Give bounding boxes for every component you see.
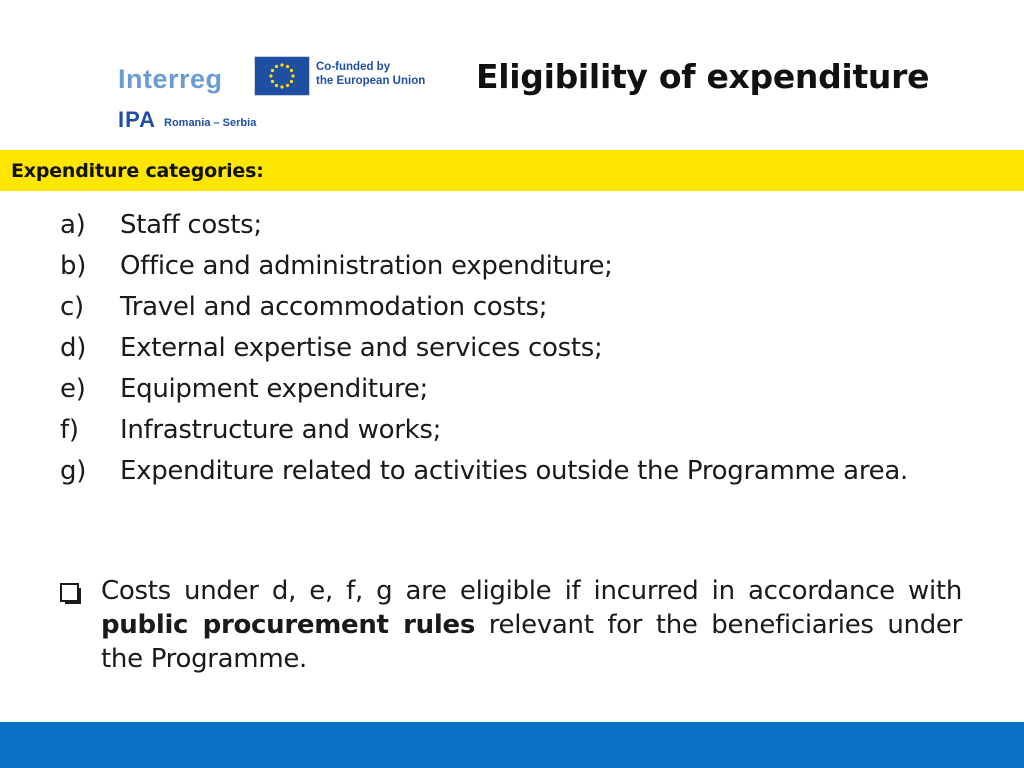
eu-line-1: Co-funded by xyxy=(316,61,391,73)
note-part-1: Costs under d, e, f, g are eligible if incurred in accordance with xyxy=(101,576,962,606)
list-marker: c) xyxy=(60,292,84,322)
list-marker: e) xyxy=(60,374,86,404)
list-item xyxy=(60,290,962,324)
list-item-text: Travel and accommodation costs; xyxy=(120,292,548,322)
list-item xyxy=(60,331,962,365)
list-item xyxy=(60,372,962,406)
programme-logo xyxy=(116,54,446,134)
list-marker: b) xyxy=(60,251,87,281)
footer-band xyxy=(0,722,1024,768)
list-item-text: External expertise and services costs; xyxy=(120,333,603,363)
list-marker: d) xyxy=(60,333,87,363)
note-text xyxy=(101,574,962,676)
eligibility-note xyxy=(60,574,962,676)
list-item xyxy=(60,454,962,488)
list-item-text: Staff costs; xyxy=(120,210,262,240)
section-heading: Expenditure categories: xyxy=(11,160,264,182)
ipa-wordmark: IPA xyxy=(118,107,157,132)
expenditure-category-list xyxy=(60,208,962,488)
list-item-text: Expenditure related to activities outside the Programme area. xyxy=(120,456,908,486)
list-item xyxy=(60,249,962,283)
list-item xyxy=(60,413,962,447)
page-title: Eligibility of expenditure xyxy=(476,57,930,96)
list-marker: g) xyxy=(60,456,87,486)
note-emphasis: public procurement rules xyxy=(101,610,476,640)
list-item-text: Infrastructure and works; xyxy=(120,415,442,445)
note-part-2: relevant for the beneficiaries under the Programme. xyxy=(101,610,962,674)
checkbox-bullet-icon xyxy=(60,583,82,602)
eu-flag-icon xyxy=(254,56,310,96)
list-item-text: Equipment expenditure; xyxy=(120,374,428,404)
list-marker: a) xyxy=(60,210,86,240)
eu-line-2: the European Union xyxy=(316,75,426,87)
interreg-wordmark: Interreg xyxy=(118,64,223,94)
section-band xyxy=(0,150,1024,191)
list-marker: f) xyxy=(60,415,79,445)
list-item-text: Office and administration expenditure; xyxy=(120,251,613,281)
eu-cofunding-label xyxy=(316,60,425,88)
list-item xyxy=(60,208,962,242)
region-label: Romania – Serbia xyxy=(164,117,257,129)
